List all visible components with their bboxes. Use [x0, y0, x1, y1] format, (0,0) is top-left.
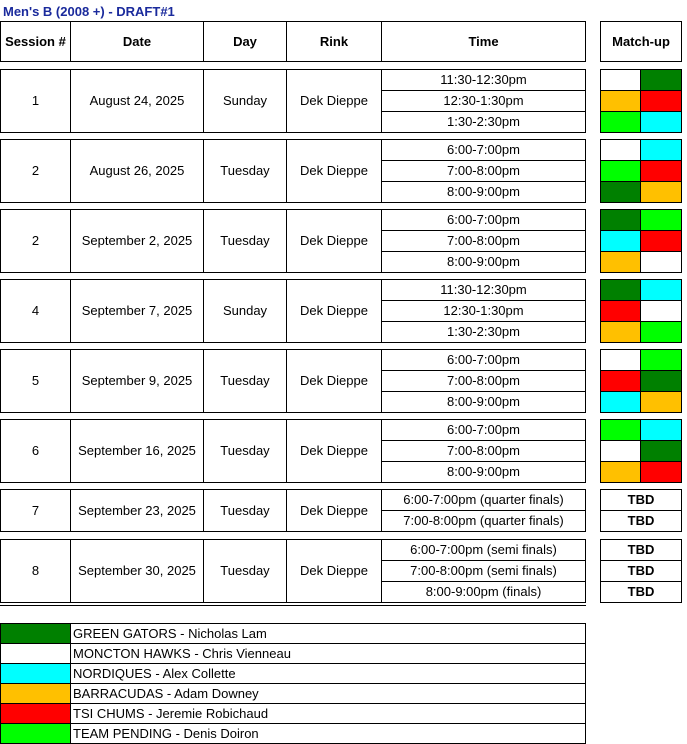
time-slot: 11:30-12:30pm: [440, 282, 527, 297]
session-date: September 9, 2025: [81, 373, 193, 388]
time-slot: 11:30-12:30pm: [440, 72, 527, 87]
time-slot: 7:00-8:00pm: [447, 373, 520, 388]
team-color-swatch: [601, 70, 641, 90]
time-slot: 8:00-9:00pm: [447, 254, 520, 269]
session-day: Tuesday: [220, 563, 270, 578]
page-title: Men's B (2008 +) - DRAFT#1: [3, 4, 175, 19]
team-color-swatch: [601, 322, 641, 342]
tbd-label: TBD: [627, 563, 655, 578]
time-slot: 6:00-7:00pm (semi finals): [410, 542, 557, 557]
time-slot: 6:00-7:00pm: [447, 142, 520, 157]
header-date: Date: [122, 34, 152, 49]
team-color-swatch: [641, 462, 681, 482]
time-slot: 8:00-9:00pm: [447, 394, 520, 409]
legend-swatch: [0, 643, 71, 664]
team-color-swatch: [641, 420, 681, 440]
time-slot: 7:00-8:00pm: [447, 443, 520, 458]
time-slot: 1:30-2:30pm: [447, 114, 520, 129]
session-rink: Dek Dieppe: [300, 233, 368, 248]
tbd-label: TBD: [627, 542, 655, 557]
session-date: September 16, 2025: [78, 443, 196, 458]
team-color-swatch: [641, 231, 681, 251]
session-rink: Dek Dieppe: [300, 93, 368, 108]
session-rink: Dek Dieppe: [300, 563, 368, 578]
time-slot: 12:30-1:30pm: [443, 93, 524, 108]
row-divider: [600, 300, 682, 301]
time-slot: 7:00-8:00pm: [447, 233, 520, 248]
session-day: Tuesday: [220, 373, 270, 388]
team-color-swatch: [601, 161, 641, 181]
team-color-swatch: [601, 301, 641, 321]
time-slot: 7:00-8:00pm (semi finals): [410, 563, 557, 578]
team-color-swatch: [601, 182, 641, 202]
team-color-swatch: [601, 140, 641, 160]
session-day: Tuesday: [220, 443, 270, 458]
team-color-swatch: [641, 140, 681, 160]
header-day: Day: [233, 34, 257, 49]
team-color-swatch: [601, 371, 641, 391]
team-color-swatch: [601, 420, 641, 440]
team-color-swatch: [601, 350, 641, 370]
team-color-swatch: [601, 280, 641, 300]
team-color-swatch: [641, 301, 681, 321]
team-color-swatch: [641, 182, 681, 202]
session-day: Sunday: [222, 303, 268, 318]
session-number: 4: [31, 303, 40, 318]
team-color-swatch: [641, 280, 681, 300]
legend-label: MONCTON HAWKS - Chris Vienneau: [73, 646, 291, 661]
team-color-swatch: [641, 392, 681, 412]
team-color-swatch: [641, 371, 681, 391]
session-rink: Dek Dieppe: [300, 373, 368, 388]
session-day: Tuesday: [220, 233, 270, 248]
header-time: Time: [468, 34, 499, 49]
row-divider: [600, 461, 682, 462]
team-color-swatch: [641, 112, 681, 132]
legend-swatch: [0, 683, 71, 704]
time-slot: 8:00-9:00pm: [447, 464, 520, 479]
team-color-swatch: [641, 322, 681, 342]
tbd-label: TBD: [627, 584, 655, 599]
time-slot: 6:00-7:00pm: [447, 422, 520, 437]
legend-label: TEAM PENDING - Denis Doiron: [73, 726, 259, 741]
team-color-swatch: [641, 210, 681, 230]
row-divider: [600, 251, 682, 252]
team-color-swatch: [601, 462, 641, 482]
session-number: 8: [31, 563, 40, 578]
team-color-swatch: [641, 91, 681, 111]
team-color-swatch: [641, 350, 681, 370]
time-slot: 8:00-9:00pm (finals): [425, 584, 542, 599]
time-slot: 12:30-1:30pm: [443, 303, 524, 318]
session-rink: Dek Dieppe: [300, 303, 368, 318]
team-color-swatch: [641, 252, 681, 272]
row-divider: [600, 90, 682, 91]
session-number: 5: [31, 373, 40, 388]
legend-label: NORDIQUES - Alex Collette: [73, 666, 236, 681]
team-color-swatch: [601, 441, 641, 461]
time-slot: 6:00-7:00pm: [447, 352, 520, 367]
time-slot: 1:30-2:30pm: [447, 324, 520, 339]
team-color-swatch: [601, 392, 641, 412]
tbd-label: TBD: [627, 513, 655, 528]
session-date: August 26, 2025: [89, 163, 185, 178]
row-divider: [600, 181, 682, 182]
row-divider: [600, 160, 682, 161]
session-number: 2: [31, 163, 40, 178]
session-number: 6: [31, 443, 40, 458]
row-divider: [600, 440, 682, 441]
legend-label: TSI CHUMS - Jeremie Robichaud: [73, 706, 269, 721]
team-color-swatch: [641, 70, 681, 90]
session-date: August 24, 2025: [89, 93, 185, 108]
team-color-swatch: [641, 441, 681, 461]
session-date: September 7, 2025: [81, 303, 193, 318]
row-divider: [600, 111, 682, 112]
time-slot: 6:00-7:00pm (quarter finals): [403, 492, 564, 507]
session-day: Sunday: [222, 93, 268, 108]
team-color-swatch: [601, 210, 641, 230]
time-slot: 8:00-9:00pm: [447, 184, 520, 199]
legend-swatch: [0, 723, 71, 744]
session-day: Tuesday: [220, 502, 270, 518]
legend-label: BARRACUDAS - Adam Downey: [73, 686, 259, 701]
legend-swatch: [0, 623, 71, 644]
row-divider: [600, 230, 682, 231]
session-number: 1: [31, 93, 40, 108]
header-matchup: Match-up: [612, 34, 670, 49]
session-date: September 23, 2025: [78, 502, 196, 518]
legend-swatch: [0, 663, 71, 684]
header-rink: Rink: [319, 34, 349, 49]
legend-swatch: [0, 703, 71, 724]
row-divider: [600, 321, 682, 322]
tbd-label: TBD: [627, 492, 655, 507]
team-color-swatch: [601, 91, 641, 111]
time-slot: 7:00-8:00pm: [447, 163, 520, 178]
session-day: Tuesday: [220, 163, 270, 178]
session-rink: Dek Dieppe: [300, 163, 368, 178]
team-color-swatch: [601, 252, 641, 272]
row-divider: [600, 370, 682, 371]
session-date: September 2, 2025: [81, 233, 193, 248]
header-session: Session #: [5, 34, 66, 49]
session-rink: Dek Dieppe: [300, 443, 368, 458]
time-slot: 6:00-7:00pm: [447, 212, 520, 227]
session-date: September 30, 2025: [78, 563, 196, 578]
team-color-swatch: [601, 112, 641, 132]
team-color-swatch: [641, 161, 681, 181]
session-number: 2: [31, 233, 40, 248]
session-number: 7: [31, 502, 40, 518]
time-slot: 7:00-8:00pm (quarter finals): [403, 513, 564, 528]
legend-label: GREEN GATORS - Nicholas Lam: [73, 626, 267, 641]
row-divider: [600, 391, 682, 392]
team-color-swatch: [601, 231, 641, 251]
session-rink: Dek Dieppe: [300, 502, 368, 518]
